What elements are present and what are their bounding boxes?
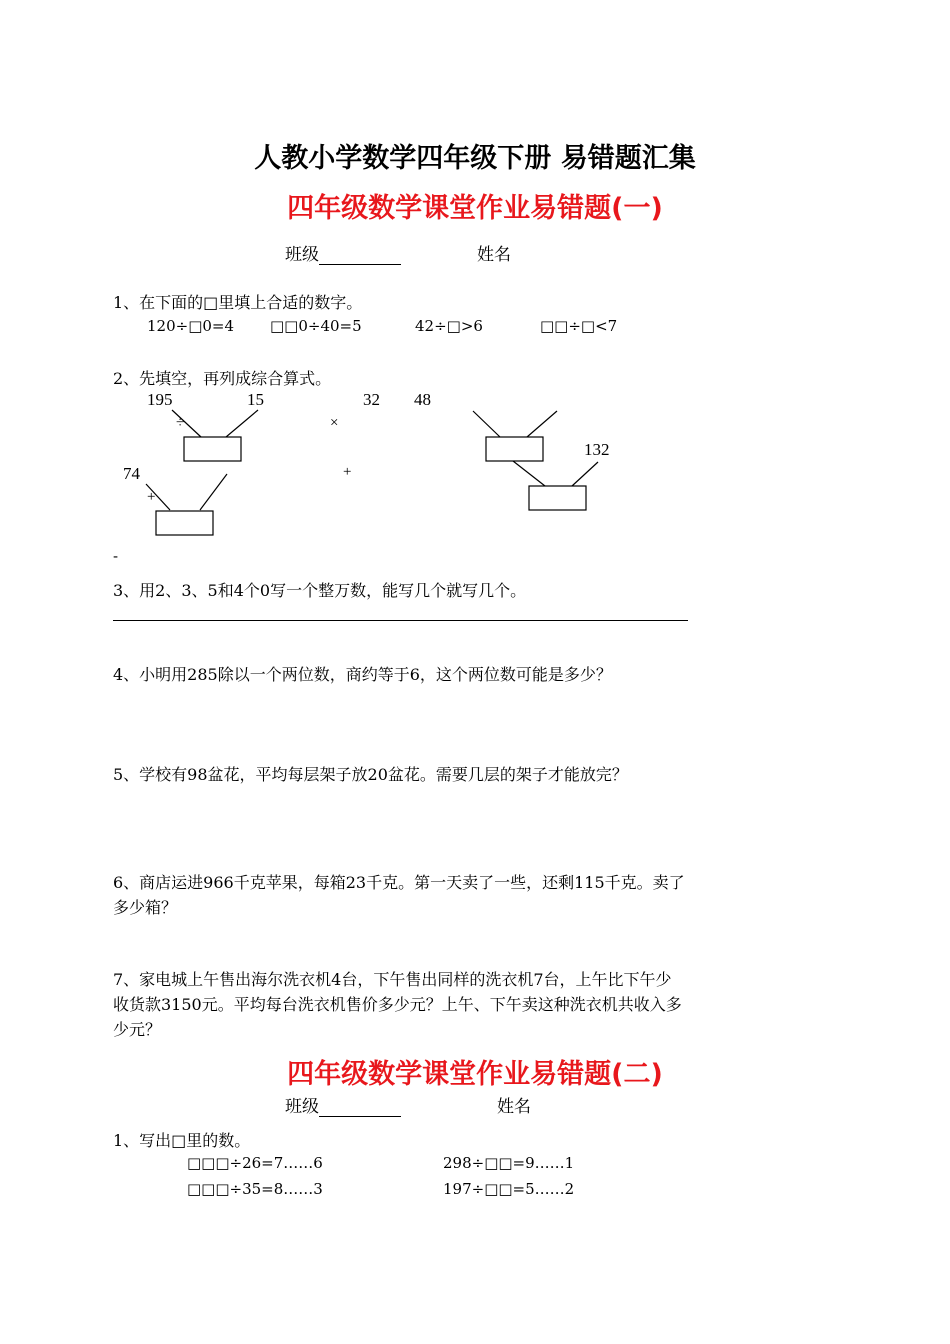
- s2-q1-item-3: □□□÷35=8……3: [187, 1180, 323, 1198]
- s2-q1-item-4: 197÷□□=5……2: [443, 1180, 575, 1198]
- diagram-number-195: 195: [147, 390, 173, 409]
- diagram-op-multiply: ×: [330, 415, 339, 431]
- diagram-number-15: 15: [247, 390, 264, 409]
- diagram-line: [473, 411, 500, 437]
- diagram-number-132: 132: [584, 440, 610, 459]
- calculation-diagram: [0, 0, 950, 600]
- s1-question-7-line-2: 收货款3150元。平均每台洗衣机售价多少元？上午、下午卖这种洗衣机共收入多: [113, 995, 682, 1014]
- s1-q1-item-4: □□÷□<7: [540, 317, 618, 335]
- s1-q1-item-2: □□0÷40=5: [270, 317, 362, 335]
- answer-box[interactable]: [184, 437, 241, 461]
- document-title: 人教小学数学四年级下册 易错题汇集: [254, 143, 696, 174]
- s1-q1-item-3: 42÷□>6: [415, 317, 483, 335]
- s1-question-7-line-1: 7、家电城上午售出海尔洗衣机4台，下午售出同样的洗衣机7台，上午比下午少: [113, 970, 672, 989]
- answer-box[interactable]: [486, 437, 543, 461]
- diagram-op-divide: ÷: [176, 415, 185, 431]
- section-1-name-label: 姓名: [477, 245, 511, 265]
- answer-box[interactable]: [156, 511, 213, 535]
- s2-question-1: 1、写出□里的数。: [113, 1131, 251, 1150]
- answer-box[interactable]: [529, 486, 586, 510]
- diagram-line: [572, 462, 598, 486]
- diagram-line: [226, 410, 258, 437]
- s2-q1-item-2: 298÷□□=9……1: [443, 1154, 575, 1172]
- s1-question-6-line-2: 多少箱？: [113, 898, 178, 917]
- section-2-name-label: 姓名: [497, 1097, 531, 1117]
- s1-question-4: 4、小明用285除以一个两位数，商约等于6，这个两位数可能是多少？: [113, 665, 612, 684]
- s2-q1-item-1: □□□÷26=7……6: [187, 1154, 323, 1172]
- s1-q1-item-1: 120÷□0=4: [147, 317, 235, 335]
- s1-question-2: 2、先填空，再列成综合算式。: [113, 369, 332, 388]
- answer-line[interactable]: [113, 620, 688, 621]
- class-label: 班级: [285, 1097, 319, 1117]
- s1-question-5: 5、学校有98盆花，平均每层架子放20盆花。需要几层的架子才能放完？: [113, 765, 628, 784]
- section-2-title: 四年级数学课堂作业易错题(二): [287, 1059, 663, 1090]
- section-1-title: 四年级数学课堂作业易错题(一): [287, 193, 663, 224]
- s1-question-6-line-1: 6、商店运进966千克苹果，每箱23千克。第一天卖了一些，还剩115千克。卖了: [113, 873, 685, 892]
- diagram-number-48: 48: [414, 390, 431, 409]
- diagram-op-plus: +: [147, 489, 156, 505]
- class-label: 班级: [285, 245, 319, 265]
- diagram-line: [527, 411, 557, 437]
- stray-mark: -: [113, 547, 119, 565]
- diagram-number-32: 32: [363, 390, 380, 409]
- s1-question-3: 3、用2、3、5和4个0写一个整万数，能写几个就写几个。: [113, 581, 527, 600]
- diagram-line: [200, 474, 227, 510]
- s1-question-1: 1、在下面的□里填上合适的数字。: [113, 293, 363, 312]
- diagram-number-74: 74: [123, 464, 140, 483]
- diagram-line: [513, 461, 545, 486]
- s1-question-7-line-3: 少元？: [113, 1020, 162, 1039]
- diagram-op-plus-2: +: [343, 464, 352, 480]
- class-blank[interactable]: [319, 1100, 401, 1117]
- section-2-class-field: [285, 1092, 401, 1117]
